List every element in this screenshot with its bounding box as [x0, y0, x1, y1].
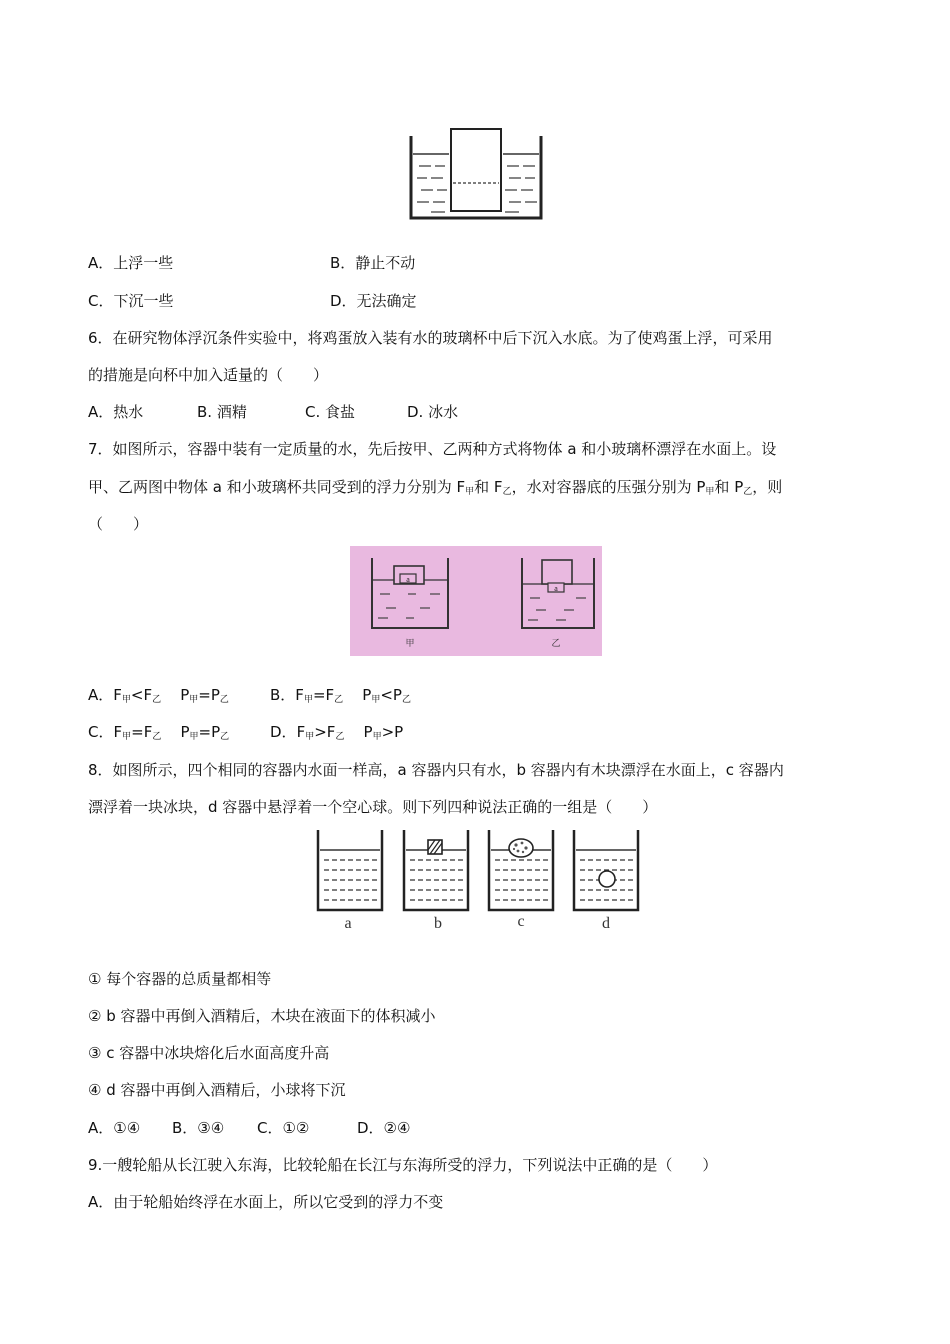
q7-option-d: D．$F_甲>F_乙$ $P_甲>P$: [270, 723, 404, 742]
q6-option-d: D. 冰水: [407, 403, 459, 421]
fig-label-a-yi: a: [554, 584, 558, 593]
fig-label-d: d: [602, 915, 610, 932]
q8-option-b: B．③④: [172, 1119, 225, 1137]
fig-label-a-jia: a: [406, 575, 410, 584]
q5-option-b: B．静止不动: [330, 254, 416, 272]
q8-statement-4: ④ d 容器中再倒入酒精后，小球将下沉: [88, 1081, 346, 1099]
q7-option-b: B．$F_甲=F_乙$ $P_甲<P_乙$: [270, 686, 411, 705]
fig-label-a: a: [344, 915, 352, 932]
fig-label-b: b: [434, 915, 442, 932]
q8-option-c: C．①②: [257, 1119, 310, 1137]
figure-four-containers: [312, 826, 642, 934]
q7-option-a: A．$F_甲<F_乙$ $P_甲=P_乙$: [88, 686, 229, 705]
fig-label-yi: 乙: [551, 639, 561, 649]
q7-stem-line1: 7．如图所示，容器中装有一定质量的水，先后按甲、乙两种方式将物体 a 和小玻璃杯漂浮在水面上。设: [88, 440, 777, 458]
q7-stem-line3: （ ）: [88, 515, 149, 533]
q6-option-b: B. 酒精: [197, 403, 247, 421]
figure-jia-yi: [350, 546, 602, 656]
q8-statement-2: ② b 容器中再倒入酒精后，木块在液面下的体积减小: [88, 1007, 436, 1025]
q8-option-a: A．①④: [88, 1119, 141, 1137]
q9-stem-line1: 9.一艘轮船从长江驶入东海，比较轮船在长江与东海所受的浮力，下列说法中正确的是（ ）: [88, 1156, 718, 1174]
fig-label-jia: 甲: [405, 639, 415, 649]
q6-option-c: C. 食盐: [305, 403, 356, 421]
q5-option-c: C．下沉一些: [88, 292, 174, 310]
q8-statement-3: ③ c 容器中冰块熔化后水面高度升高: [88, 1044, 330, 1062]
q8-statement-1: ① 每个容器的总质量都相等: [88, 970, 272, 988]
q6-stem-line1: 6．在研究物体浮沉条件实验中，将鸡蛋放入装有水的玻璃杯中后下沉入水底。为了使鸡蛋上浮，可采用: [88, 329, 773, 347]
q7-option-c: C．$F_甲=F_乙$ $P_甲=P_乙$: [88, 723, 230, 742]
q7-stem-line2: 甲、乙两图中物体 a 和小玻璃杯共同受到的浮力分别为 $F_甲$和 $F_乙$，水对容器底的压强分别为 $P_甲$和 $P_乙$，则: [88, 478, 783, 497]
q5-option-a: A．上浮一些: [88, 254, 174, 272]
fig-label-c: c: [517, 913, 525, 930]
q8-stem-line1: 8．如图所示，四个相同的容器内水面一样高，a 容器内只有水，b 容器内有木块漂浮在水面上，c 容器内: [88, 761, 784, 779]
q6-option-a: A．热水: [88, 403, 144, 421]
q9-option-a: A．由于轮船始终浮在水面上，所以它受到的浮力不变: [88, 1193, 444, 1211]
q8-option-d: D．②④: [357, 1119, 411, 1137]
figure-container-block: [405, 126, 545, 222]
q5-option-d: D．无法确定: [330, 292, 417, 310]
q6-stem-line2: 的措施是向杯中加入适量的（ ）: [88, 366, 329, 384]
q8-stem-line2: 漂浮着一块冰块，d 容器中悬浮着一个空心球。则下列四种说法正确的一组是（ ）: [88, 798, 658, 816]
